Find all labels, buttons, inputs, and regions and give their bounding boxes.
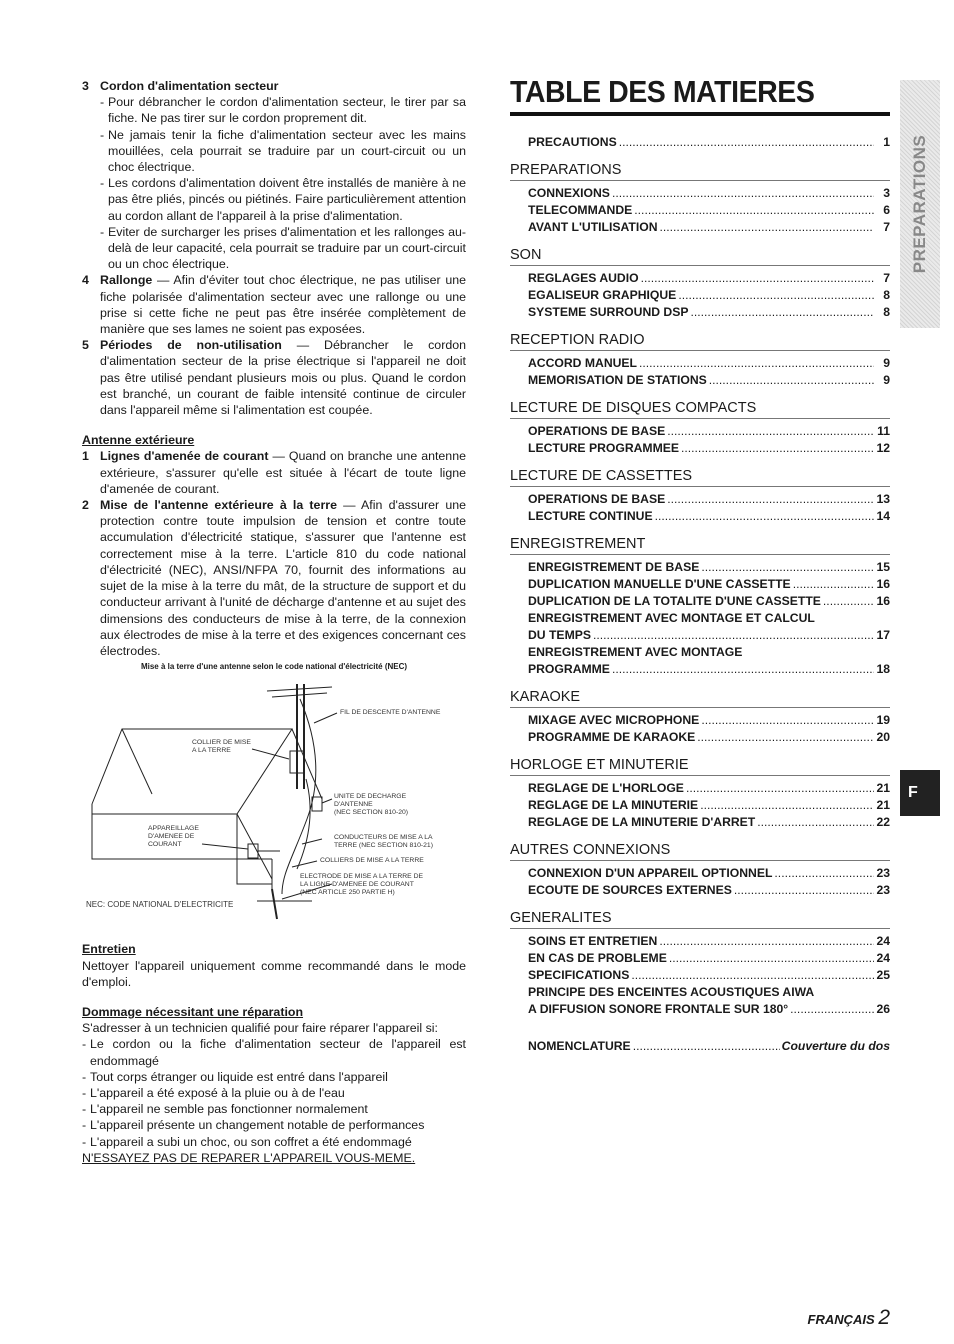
toc-entry-line[interactable]: ENREGISTREMENT AVEC MONTAGE ET CALCUL: [528, 611, 815, 625]
dommage-text: L'appareil présente un changement notable de performances: [90, 1118, 425, 1133]
toc-items: [510, 185, 890, 236]
toc-leader-dots: [667, 491, 874, 508]
toc-entry-page: 26: [876, 1002, 890, 1016]
page-footer: [808, 1306, 890, 1330]
dommage-item: - L'appareil ne semble pas fonctionner normalement: [82, 1101, 466, 1117]
footer-language: FRANÇAIS: [807, 1312, 875, 1327]
toc-section: [510, 246, 890, 321]
toc-entry-page: 22: [876, 815, 890, 829]
toc-entry-page: 23: [876, 866, 890, 880]
toc-leader-dots: [655, 508, 874, 525]
label-colliers: COLLIERS DE MISE A LA TERRE: [320, 857, 424, 865]
toc-entry-page: 8: [883, 288, 890, 302]
item-text: — Afin d'éviter tout choc électrique, ne pas utiliser une fiche polarisée d'alimentation secteur avec une rallonge ou une prise si cette fiche ne peut pas être insérée complètement de manière que ses lames ne soient pas exposées.: [100, 273, 466, 337]
toc-entry-page: 6: [883, 203, 890, 217]
toc-entry-page: 16: [876, 594, 890, 608]
toc-entry[interactable]: [528, 559, 890, 576]
toc-entry[interactable]: [528, 219, 890, 236]
language-tab: F: [900, 770, 940, 816]
toc-top-item: [510, 134, 890, 151]
toc-leader-dots: [701, 712, 874, 729]
left-column: [82, 78, 466, 1166]
toc-entry[interactable]: [528, 185, 890, 202]
toc-section: [510, 841, 890, 899]
toc-entry[interactable]: [528, 627, 890, 644]
toc-section-heading: PREPARATIONS: [510, 161, 890, 181]
toc-entry-page: 3: [883, 186, 890, 200]
toc-entry[interactable]: [528, 950, 890, 967]
toc-leader-dots: [697, 729, 874, 746]
toc-entry-page: 25: [876, 968, 890, 982]
toc-entry[interactable]: PRECAUTIONS ..... 1: [528, 134, 890, 151]
toc-entry-label: SOINS ET ENTRETIEN: [528, 934, 658, 948]
toc-entry-label: A DIFFUSION SONORE FRONTALE SUR 180°: [528, 1002, 789, 1016]
toc-entry[interactable]: NOMENCLATURE ..... Couverture du dos: [528, 1038, 890, 1055]
toc-entry[interactable]: [528, 287, 890, 304]
toc-leader-dots: [641, 270, 874, 287]
toc-entry-label: DUPLICATION DE LA TOTALITE D'UNE CASSETTE: [528, 594, 821, 608]
toc-items: [510, 423, 890, 457]
toc-leader-dots: [667, 423, 874, 440]
toc-entry-page: 9: [883, 356, 890, 370]
item-number: 1: [82, 449, 89, 464]
toc-entry[interactable]: [528, 780, 890, 797]
dommage-item: - Tout corps étranger ou liquide est entré dans l'appareil: [82, 1069, 466, 1085]
toc-entry-label: MIXAGE AVEC MICROPHONE: [528, 713, 700, 727]
toc-leader-dots: [823, 593, 874, 610]
toc-leader-dots: [790, 1001, 874, 1018]
warning-text: N'ESSAYEZ PAS DE REPARER L'APPAREIL VOUS-MEME.: [82, 1150, 416, 1165]
toc-section-heading: SON: [510, 246, 890, 266]
dommage-text: Tout corps étranger ou liquide est entré dans l'appareil: [90, 1069, 388, 1084]
label-electrode: ELECTRODE DE MISE A LA TERRE DE LA LIGNE D'AMENEE DE COURANT (NEC ARTICLE 250 PARTIE H): [300, 873, 424, 897]
toc-entry-page: 12: [876, 441, 890, 455]
title-rule: [510, 112, 890, 116]
toc-leader-dots: [634, 202, 874, 219]
dommage-item: - L'appareil a été exposé à la pluie ou à de l'eau: [82, 1085, 466, 1101]
toc-entry-page: 16: [876, 577, 890, 591]
side-tab-label: PREPARATIONS: [910, 134, 929, 274]
toc-entry-label: EGALISEUR GRAPHIQUE: [528, 288, 677, 302]
toc-section-heading: KARAOKE: [510, 688, 890, 708]
toc-leader-dots: [734, 882, 874, 899]
toc-entry-page: 23: [876, 883, 890, 897]
toc-section: [510, 399, 890, 457]
toc-leader-dots: [678, 287, 874, 304]
toc-section: [510, 535, 890, 678]
toc-title: TABLE DES MATIERES: [510, 74, 815, 109]
section-side-tab: [900, 80, 940, 328]
toc-entry[interactable]: [528, 202, 890, 219]
toc-entry-page: 20: [876, 730, 890, 744]
item-number: 2: [82, 498, 89, 513]
toc-items: [510, 270, 890, 321]
diagram-caption: Mise à la terre d'une antenne selon le code national d'électricité (NEC): [140, 662, 408, 672]
toc-entry-line[interactable]: ENREGISTREMENT AVEC MONTAGE: [528, 645, 743, 659]
dash-text: Pour débrancher le cordon d'alimentation secteur, le tirer par sa fiche. Ne pas tirer sur le cordon proprement dit.: [108, 95, 466, 126]
toc-entry-page: 21: [876, 781, 890, 795]
toc-entry[interactable]: [528, 797, 890, 814]
item-title: Lignes d'amenée de courant: [100, 449, 269, 464]
dommage-text: L'appareil ne semble pas fonctionner normalement: [90, 1102, 368, 1117]
toc-entry[interactable]: [528, 814, 890, 831]
toc-items: [510, 491, 890, 525]
dommage-intro: S'adresser à un technicien qualifié pour faire réparer l'appareil si:: [82, 1021, 438, 1036]
label-collier: COLLIER DE MISE A LA TERRE: [192, 739, 251, 755]
toc-leader-dots: [686, 780, 874, 797]
toc-entry-page: 24: [876, 934, 890, 948]
toc-entry[interactable]: [528, 593, 890, 610]
item-body: [100, 337, 466, 418]
dash-text: Eviter de surcharger les prises d'alimentation et les rallonges au-delà de leur capacité, cela pourrait se traduire par un court-circuit ou un choc électrique.: [108, 224, 466, 272]
item-number: 3: [82, 79, 89, 93]
toc-entry-page: 7: [883, 220, 890, 234]
toc-entry-label: EN CAS DE PROBLEME: [528, 951, 667, 965]
dash-item: - Ne jamais tenir la fiche d'alimentation secteur avec les mains mouillées, cela pourrait se traduire par un court-circuit ou un choc électrique.: [100, 127, 466, 175]
toc-entry[interactable]: [528, 508, 890, 525]
item-body: [100, 497, 466, 659]
toc-entry-label: ACCORD MANUEL: [528, 356, 638, 370]
toc-entry-label: DU TEMPS: [528, 628, 591, 642]
label-appareillage: APPAREILLAGE D'AMENEE DE COURANT: [148, 825, 199, 849]
entretien-heading: Entretien: [82, 942, 136, 957]
toc-entry-label: REGLAGE DE L'HORLOGE: [528, 781, 684, 795]
item-text: — Quand on branche une antenne extérieure, s'assurer qu'elle est située à l'écart de toute ligne d'amenée de courant.: [100, 449, 466, 496]
label-fil: FIL DE DESCENTE D'ANTENNE: [340, 709, 441, 717]
toc-entry-page: 19: [876, 713, 890, 727]
toc-leader-dots: [639, 355, 874, 372]
toc-leader-dots: [669, 950, 874, 967]
toc-sections: [510, 161, 890, 1018]
dash-item: - Eviter de surcharger les prises d'alimentation et les rallonges au-delà de leur capacité, cela pourrait se traduire par un court-circuit ou un choc électrique.: [100, 224, 466, 272]
toc-entry[interactable]: [528, 423, 890, 440]
toc-leader-dots: [709, 372, 874, 389]
toc-entry-page: 8: [883, 305, 890, 319]
toc-section-heading: LECTURE DE DISQUES COMPACTS: [510, 399, 890, 419]
label-conducteurs: CONDUCTEURS DE MISE A LA TERRE (NEC SECTION 810-21): [334, 834, 433, 850]
toc-entry-page: 13: [876, 492, 890, 506]
toc-entry[interactable]: [528, 967, 890, 984]
item-body: [100, 78, 466, 94]
toc-entry-label: LECTURE CONTINUE: [528, 509, 653, 523]
numbered-item: [82, 497, 466, 659]
toc-entry-label: PROGRAMME DE KARAOKE: [528, 730, 696, 744]
numbered-item: [82, 448, 466, 497]
toc-section-heading: RECEPTION RADIO: [510, 331, 890, 351]
numbered-item: [82, 78, 466, 94]
toc-leader-dots: [659, 933, 874, 950]
toc-items: [510, 355, 890, 389]
toc-entry-label: SYSTEME SURROUND DSP: [528, 305, 689, 319]
dommage-text: L'appareil a été exposé à la pluie ou à de l'eau: [90, 1085, 345, 1100]
toc-entry[interactable]: [528, 372, 890, 389]
toc-entry[interactable]: [528, 729, 890, 746]
toc-entry-label: REGLAGE DE LA MINUTERIE D'ARRET: [528, 815, 756, 829]
grounding-diagram: [82, 679, 466, 929]
toc-bottom-item: [510, 1038, 890, 1055]
toc-entry-page: 24: [876, 951, 890, 965]
toc-entry-label: CONNEXIONS: [528, 186, 610, 200]
toc-leader-dots: [660, 219, 875, 236]
safety-items: [82, 78, 466, 418]
toc-section: [510, 909, 890, 1018]
toc-items: [510, 780, 890, 831]
toc-entry-label: ENREGISTREMENT DE BASE: [528, 560, 700, 574]
toc-entry-label: OPERATIONS DE BASE: [528, 424, 666, 438]
toc-section: [510, 467, 890, 525]
toc-entry-label: CONNEXION D'UN APPAREIL OPTIONNEL: [528, 866, 773, 880]
toc-section: [510, 688, 890, 746]
toc-items: [510, 933, 890, 1018]
toc-items: [510, 559, 890, 678]
item-title: Mise de l'antenne extérieure à la terre: [100, 498, 337, 513]
label-unite: UNITE DE DECHARGE D'ANTENNE (NEC SECTION 810-20): [334, 793, 409, 817]
item-text: — Afin d'assurer une protection contre toute impulsion de tension et contre toute accumulation d'électricité statique, s'assurer que l'antenne est correctement mise à la terre. L'article 810 du code national d'électricité (NEC), ANSI/NFPA 70, fournit des informations au sujet de la mise à la terre du mât, de la structure de support et du conducteur arrivant à l'unité de décharge d'antenne et au sujet des dimensions des conducteurs de mise à la terre, de la connexion aux électrodes de mise à la terre et des exigences concernant ces électrodes.: [100, 498, 466, 658]
toc-entry-label: PROGRAMME: [528, 662, 610, 676]
toc-section: [510, 756, 890, 831]
toc-entry-label: SPECIFICATIONS: [528, 968, 630, 982]
item-text: — Débrancher le cordon d'alimentation secteur de la prise électrique si l'appareil ne doit pas être utilisé pendant plusieurs mois ou plus. Quand le cordon est branché, un courant de faible intensité continue de circuler dans l'appareil même si l'alimentation est coupée.: [100, 338, 466, 418]
dash-text: Les cordons d'alimentation doivent être installés de manière à ne pas être pliés, pincés ou piétinés. Faire particulièrement attention au cordon allant de l'appareil à la prise d'alimentation.: [108, 176, 466, 223]
toc-entry[interactable]: [528, 304, 890, 321]
antenna-items: [82, 448, 466, 659]
toc-entry-page: 14: [876, 509, 890, 523]
toc-entry[interactable]: [528, 270, 890, 287]
toc-section-heading: ENREGISTREMENT: [510, 535, 890, 555]
toc-entry-line[interactable]: PRINCIPE DES ENCEINTES ACOUSTIQUES AIWA: [528, 985, 815, 999]
dommage-item: - L'appareil a subi un choc, ou son coffret a été endommagé: [82, 1134, 466, 1150]
entretien-text: Nettoyer l'appareil uniquement comme recommandé dans le mode d'emploi.: [82, 958, 466, 989]
dommage-text: L'appareil a subi un choc, ou son coffret a été endommagé: [90, 1134, 412, 1149]
label-nec: NEC: CODE NATIONAL D'ELECTRICITE: [86, 900, 234, 910]
toc-entry[interactable]: [528, 440, 890, 457]
item-title: Rallonge: [100, 273, 153, 288]
page-number: 2: [878, 1306, 890, 1329]
toc-leader-dots: [631, 967, 874, 984]
toc-entry-page: 15: [876, 560, 890, 574]
toc-entry[interactable]: [528, 933, 890, 950]
toc-section-heading: HORLOGE ET MINUTERIE: [510, 756, 890, 776]
dommage-heading: Dommage nécessitant une réparation: [82, 1004, 304, 1019]
dommage-item: - Le cordon ou la fiche d'alimentation secteur de l'appareil est endommagé: [82, 1037, 466, 1068]
toc-entry[interactable]: [528, 865, 890, 882]
toc-section-heading: LECTURE DE CASSETTES: [510, 467, 890, 487]
toc-entry-page: 9: [883, 373, 890, 387]
toc-leader-dots: [593, 627, 874, 644]
dash-item: - Pour débrancher le cordon d'alimentation secteur, le tirer par sa fiche. Ne pas tirer sur le cordon proprement dit.: [100, 95, 466, 126]
toc-section: [510, 331, 890, 389]
toc-leader-dots: [793, 576, 874, 593]
numbered-item: [82, 337, 466, 418]
toc-leader-dots: [612, 661, 874, 678]
item-number: 4: [82, 273, 89, 288]
toc-entry[interactable]: [528, 661, 890, 678]
dommage-item: - L'appareil présente un changement notable de performances: [82, 1117, 466, 1133]
toc-leader-dots: [681, 440, 874, 457]
toc-entry-page: 7: [883, 271, 890, 285]
toc-entry-label: DUPLICATION MANUELLE D'UNE CASSETTE: [528, 577, 791, 591]
dommage-text: Le cordon ou la fiche d'alimentation secteur de l'appareil est endommagé: [90, 1037, 466, 1068]
toc-entry[interactable]: [528, 1001, 890, 1018]
toc-entry-label: ECOUTE DE SOURCES EXTERNES: [528, 883, 732, 897]
dash-item: - Les cordons d'alimentation doivent être installés de manière à ne pas être pliés, pincés ou piétinés. Faire particulièrement attention au cordon allant de l'appareil à la prise d'alimentation.: [100, 176, 466, 223]
item-body: [100, 272, 466, 337]
toc-entry[interactable]: [528, 491, 890, 508]
toc-entry-label: TELECOMMANDE: [528, 203, 633, 217]
toc-items: [510, 712, 890, 746]
item-body: [100, 448, 466, 497]
table-of-contents: [510, 74, 890, 1055]
toc-leader-dots: [691, 304, 875, 321]
toc-leader-dots: [701, 559, 874, 576]
toc-entry-label: AVANT L'UTILISATION: [528, 220, 658, 234]
item-number: 5: [82, 338, 89, 353]
toc-entry-label: REGLAGES AUDIO: [528, 271, 639, 285]
toc-entry-label: MEMORISATION DE STATIONS: [528, 373, 707, 387]
toc-section-heading: GENERALITES: [510, 909, 890, 929]
toc-entry[interactable]: [528, 712, 890, 729]
toc-entry-page: 21: [876, 798, 890, 812]
item-title: Cordon d'alimentation secteur: [100, 79, 279, 93]
toc-entry[interactable]: [528, 355, 890, 372]
dash-text: Ne jamais tenir la fiche d'alimentation secteur avec les mains mouillées, cela pourrait se traduire par un court-circuit ou un choc électrique.: [108, 127, 466, 175]
dommage-list: [82, 1036, 466, 1149]
toc-section-heading: AUTRES CONNEXIONS: [510, 841, 890, 861]
toc-entry-label: OPERATIONS DE BASE: [528, 492, 666, 506]
toc-leader-dots: [700, 797, 874, 814]
numbered-item: [82, 272, 466, 337]
toc-entry[interactable]: [528, 882, 890, 899]
toc-section: [510, 161, 890, 236]
toc-leader-dots: [612, 185, 874, 202]
toc-entry-label: LECTURE PROGRAMMEE: [528, 441, 679, 455]
antenna-heading: Antenne extérieure: [82, 433, 195, 448]
toc-leader-dots: [774, 865, 874, 882]
toc-leader-dots: [757, 814, 874, 831]
item-title: Périodes de non-utilisation: [100, 338, 282, 353]
toc-entry[interactable]: [528, 576, 890, 593]
toc-entry-page: 18: [876, 662, 890, 676]
toc-entry-page: 17: [876, 628, 890, 642]
toc-entry-page: 11: [877, 424, 890, 438]
toc-items: [510, 865, 890, 899]
toc-entry-label: REGLAGE DE LA MINUTERIE: [528, 798, 699, 812]
